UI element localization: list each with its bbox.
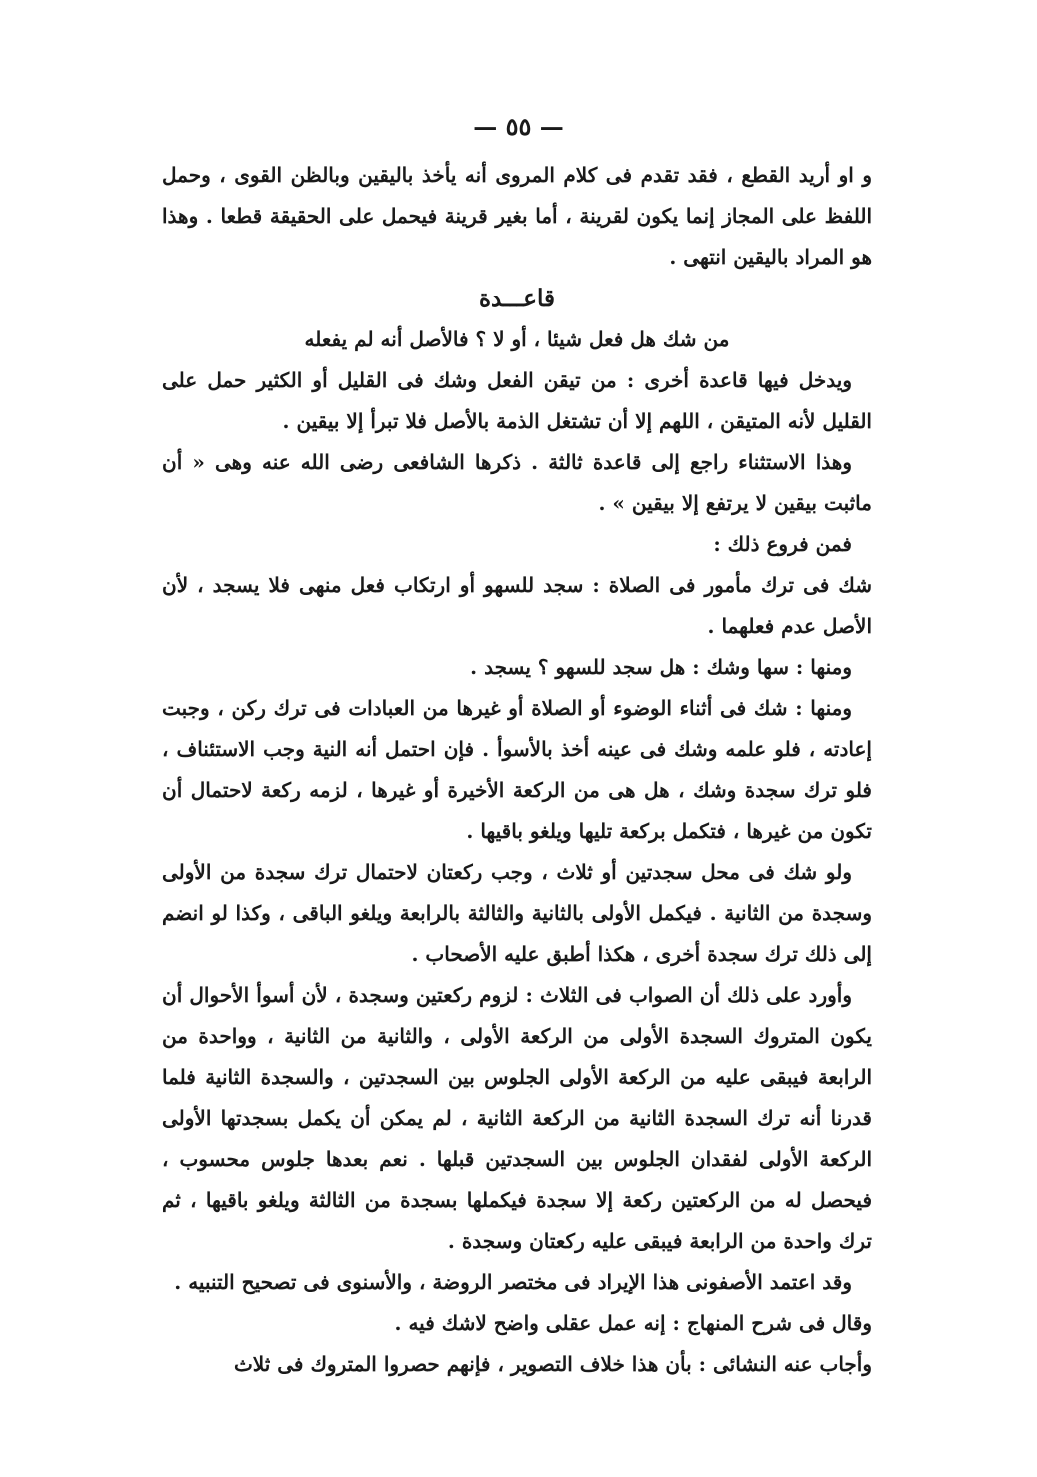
paragraph: وهذا الاستثناء راجع إلى قاعدة ثالثة . ذكرها الشافعى رضى الله عنه وهى « أن ماثبت بيقين لا يرتفع إلا بيقين » . [162,450,872,515]
body-text [162,155,872,1385]
paragraph: وأورد على ذلك أن الصواب فى الثلاث : لزوم ركعتين وسجدة ، لأن أسوأ الأحوال أن يكون المتروك السجدة الأولى من الركعة الأولى ، والثانية من الثانية ، وواحدة من الرابعة فيبقى عليه من الركعة الأولى الجلوس بين السجدتين ، والسجدة الثانية فلما قدرنا أنه ترك السجدة الثانية من الركعة الثانية ، لم يمكن أن يكمل بسجدتها الأولى الركعة الأولى لفقدان الجلوس بين السجدتين قبلها . نعم بعدها جلوس محسوب ، فيحصل له من الركعتين ركعة إلا سجدة فيكملها بسجدة من الثالثة ويلغو باقيها ، ثم ترك واحدة من الرابعة فيبقى عليه ركعتان وسجدة . [162,983,872,1253]
paragraph: فمن فروع ذلك : [713,532,852,556]
paragraph: وقد اعتمد الأصفونى هذا الإيراد فى مختصر الروضة ، والأسنوى فى تصحيح التنبيه . [174,1270,852,1294]
paragraph: ولو شك فى محل سجدتين أو ثلاث ، وجب ركعتان لاحتمال ترك سجدة من الأولى وسجدة من الثانية . فيكمل الأولى بالثانية والثالثة بالرابعة ويلغو الباقى ، وكذا لو انضم إلى ذلك ترك سجدة أخرى ، هكذا أطبق عليه الأصحاب . [162,860,872,966]
paragraph: وقال فى شرح المنهاج : إنه عمل عقلى واضح لاشك فيه . [394,1311,872,1335]
section-heading: قاعـــدة [478,285,556,312]
paragraph: ومنها : سها وشك : هل سجد للسهو ؟ يسجد . [470,655,852,679]
paragraph: و او أريد القطع ، فقد تقدم فى كلام المروى أنه يأخذ باليقين وبالظن القوى ، وحمل اللفظ على المجاز إنما يكون لقرينة ، أما بغير قرينة فيحمل على الحقيقة قطعا . وهذا هو المراد باليقين انتهى . [162,163,872,269]
paragraph: شك فى ترك مأمور فى الصلاة : سجد للسهو أو ارتكاب فعل منهى فلا يسجد ، لأن الأصل عدم فعلهما . [162,573,872,638]
rule-statement: من شك هل فعل شيئا ، أو لا ؟ فالأصل أنه لم يفعله [304,327,730,351]
page-number: — ٥٥ — [473,112,564,141]
paragraph: ومنها : شك فى أثناء الوضوء أو الصلاة أو غيرها من العبادات فى ترك ركن ، وجبت إعادته ، فلو علمه وشك فى عينه أخذ بالأسوأ . فإن احتمل أنه النية وجب الاستئناف ، فلو ترك سجدة وشك ، هل هى من الركعة الأخيرة أو غيرها ، لزمه ركعة لاحتمال أن تكون من غيرها ، فتكمل بركعة تليها ويلغو باقيها . [162,696,872,843]
paragraph: وأجاب عنه النشائى : بأن هذا خلاف التصوير ، فإنهم حصروا المتروك فى ثلاث [233,1352,872,1376]
paragraph: ويدخل فيها قاعدة أخرى : من تيقن الفعل وشك فى القليل أو الكثير حمل على القليل لأنه المتيقن ، اللهم إلا أن تشتغل الذمة بالأصل فلا تبرأ إلا بيقين . [162,368,872,433]
